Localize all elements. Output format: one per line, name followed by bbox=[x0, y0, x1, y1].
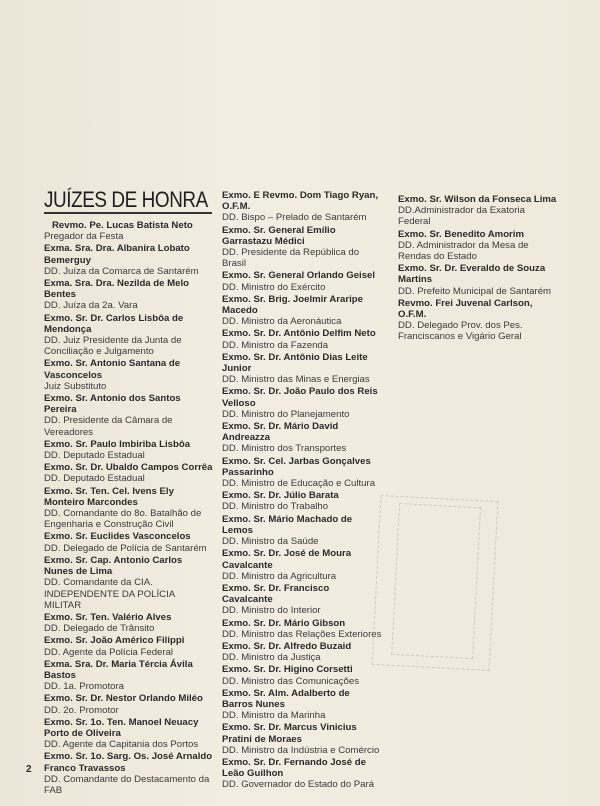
honoree-name: Revmo. Frei Juvenal Carlson, O.F.M. bbox=[398, 297, 533, 321]
list-item bbox=[44, 278, 214, 312]
honoree-name: Exma. Sra. Dra. Albanira Lobato Bemerguy bbox=[44, 243, 190, 266]
honoree-role: DD. Ministro da Aeronáutica bbox=[222, 316, 342, 328]
list-item bbox=[222, 456, 382, 490]
honoree-name: Exmo. Sr. Dr. Higino Corsetti bbox=[222, 664, 353, 676]
title-underline bbox=[44, 212, 212, 214]
list-item bbox=[222, 757, 382, 791]
honoree-name: Exma. Sra. Dra. Nezilda de Melo Bentes bbox=[44, 278, 190, 301]
column-2 bbox=[222, 190, 382, 792]
honoree-role: DD. Juiz Presidente da Junta de Conciliação e Julgamento bbox=[44, 335, 182, 358]
honoree-role: DD. Deputado Estadual bbox=[44, 450, 145, 462]
honoree-name: Exmo. Sr. Mário Machado de Lemos bbox=[222, 513, 353, 536]
list-item bbox=[222, 664, 382, 686]
honoree-name: Exmo. Sr. Paulo Imbiriba Lisbôa bbox=[44, 438, 191, 450]
list-item bbox=[398, 194, 558, 228]
list-item bbox=[44, 635, 214, 657]
honoree-name: Exmo. Sr. General Emílio Garrastazu Médici bbox=[222, 224, 336, 247]
list-item bbox=[44, 358, 214, 392]
honoree-name: Exmo. Sr. Dr. Everaldo de Souza Martins bbox=[398, 263, 546, 286]
honoree-role: DD. Ministro do Interior bbox=[222, 605, 321, 617]
honoree-role: DD. Ministro do Exército bbox=[222, 281, 326, 293]
honoree-role: DD. Agente da Polícia Federal bbox=[44, 646, 174, 658]
list-item bbox=[44, 659, 214, 693]
list-item bbox=[222, 328, 382, 350]
honoree-role: DD. Bispo – Prelado de Santarém bbox=[222, 212, 367, 224]
honoree-role: Pregador da Festa bbox=[44, 231, 124, 243]
list-item bbox=[222, 514, 382, 548]
honoree-name: Exmo. Sr. Antonio Santana de Vasconcelos bbox=[44, 358, 181, 381]
honoree-role: DD. Presidente da República do Brasil bbox=[222, 247, 360, 270]
honoree-name: Exmo. Sr. João Américo Filippi bbox=[44, 635, 185, 647]
honoree-role: DD. 2o. Promotor bbox=[44, 704, 119, 716]
honoree-role: DD. Ministro da Saúde bbox=[222, 536, 319, 548]
list-item bbox=[222, 294, 382, 328]
honoree-name: Exmo. Sr. Dr. Nestor Orlando Miléo bbox=[44, 693, 203, 705]
honoree-role: DD. Delegado de Trânsito bbox=[44, 623, 155, 635]
honoree-role: DD. Juíza da 2a. Vara bbox=[44, 300, 138, 312]
honoree-role: DD. Juíza da Comarca de Santarém bbox=[44, 265, 199, 277]
list-item bbox=[222, 583, 382, 617]
honoree-name: Exmo. Sr. Dr. Mário Gibson bbox=[222, 617, 346, 629]
list-item bbox=[222, 490, 382, 512]
honoree-name: Exmo. Sr. 1o. Sarg. Os. José Arnaldo Franco Travassos bbox=[44, 751, 213, 774]
honoree-role: DD. Comandante do Destacamento da FAB bbox=[44, 773, 210, 796]
honoree-name: Exmo. Sr. Dr. Ubaldo Campos Corrêa bbox=[44, 462, 213, 474]
honoree-role: DD. Ministro da Marinha bbox=[222, 710, 326, 722]
list-item bbox=[222, 688, 382, 722]
list-item bbox=[222, 548, 382, 582]
honoree-name: Exmo. Sr. Dr. Marcus Vinicius Pratini de Moraes bbox=[222, 722, 357, 745]
list-item bbox=[222, 421, 382, 455]
list-item bbox=[44, 439, 214, 461]
honoree-role: DD. Administrador da Mesa de Rendas do Estado bbox=[398, 239, 529, 263]
honoree-role: DD. Ministro da Justiça bbox=[222, 652, 321, 664]
honor-judges-list bbox=[398, 194, 558, 343]
list-item bbox=[44, 486, 214, 531]
honoree-name: Exmo. Sr. Dr. Antônio Dias Leite Junior bbox=[222, 351, 368, 375]
honoree-name: Exmo. Sr. Wilson da Fonseca Lima bbox=[398, 194, 557, 205]
honoree-role: DD. Ministro da Indústria e Comércio bbox=[222, 744, 380, 756]
honoree-name: Exmo. Sr. Dr. Fernando José de Leão Guilhon bbox=[222, 756, 366, 780]
honoree-role: DD. Ministro das Minas e Energias bbox=[222, 374, 370, 386]
honoree-name: Exmo. Sr. Cel. Jarbas Gonçalves Passarinho bbox=[222, 455, 371, 478]
page-number: 2 bbox=[26, 764, 32, 775]
honoree-name: Exma. Sra. Dr. Maria Tércia Ávila Bastos bbox=[44, 658, 193, 681]
list-item bbox=[44, 531, 214, 553]
list-item bbox=[44, 612, 214, 634]
honoree-name: Exmo. Sr. Ten. Cel. Ivens Ely Monteiro Marcondes bbox=[44, 485, 174, 508]
honoree-name: Exmo. Sr. Dr. Francisco Cavalcante bbox=[222, 582, 330, 606]
list-item bbox=[44, 751, 214, 796]
list-item bbox=[222, 386, 382, 420]
honoree-role: DD. Ministro dos Transportes bbox=[222, 443, 347, 455]
honor-judges-list bbox=[44, 220, 214, 796]
honoree-role: DD. Delegado de Polícia de Santarém bbox=[44, 542, 207, 554]
list-item bbox=[44, 717, 214, 751]
list-item bbox=[398, 298, 558, 343]
list-item bbox=[398, 229, 558, 263]
list-item bbox=[222, 225, 382, 270]
column-3 bbox=[398, 194, 558, 344]
honoree-role: DD. Comandante do 8o. Batalhão de Engenharia e Construção Civil bbox=[44, 508, 202, 531]
honoree-role: DD. Ministro das Comunicações bbox=[222, 675, 360, 687]
honoree-role: DD. Presidente da Câmara de Vereadores bbox=[44, 415, 173, 438]
list-item bbox=[44, 693, 214, 715]
honoree-name: Exmo. Sr. Dr. Júlio Barata bbox=[222, 490, 339, 502]
honoree-role: DD. Ministro da Fazenda bbox=[222, 339, 329, 351]
honoree-name: Exmo. Sr. Euclides Vasconcelos bbox=[44, 531, 191, 543]
list-item bbox=[222, 270, 382, 292]
honoree-name: Exmo. Sr. Dr. Carlos Lisbôa de Mendonça bbox=[44, 312, 184, 335]
list-item bbox=[222, 618, 382, 640]
honoree-name: Exmo. Sr. Brig. Joelmir Araripe Macedo bbox=[222, 293, 363, 317]
list-item bbox=[222, 352, 382, 386]
list-item bbox=[222, 722, 382, 756]
honoree-role: DD. Comandante da CIA. INDEPENDENTE DA POLÍCIA MILITAR bbox=[44, 577, 175, 611]
column-1 bbox=[44, 188, 214, 797]
list-item bbox=[44, 220, 214, 242]
list-item bbox=[44, 313, 214, 358]
honoree-role: DD. Ministro das Relações Exteriores bbox=[222, 628, 382, 640]
honoree-role: DD. Governador do Estado do Pará bbox=[222, 779, 374, 791]
honoree-name: Exmo. Sr. 1o. Ten. Manoel Neuacy Porto de Oliveira bbox=[44, 716, 199, 739]
list-item bbox=[398, 263, 558, 297]
honoree-name: Exmo. Sr. Dr. Antônio Delfim Neto bbox=[222, 328, 376, 340]
honoree-role: DD. Ministro de Educação e Cultura bbox=[222, 478, 376, 490]
honoree-name: Exmo. Sr. Alm. Adalberto de Barros Nunes bbox=[222, 687, 350, 710]
honoree-role: DD. Ministro do Trabalho bbox=[222, 501, 329, 513]
honoree-name: Exmo. Sr. Dr. Mário David Andreazza bbox=[222, 421, 339, 444]
library-stamp bbox=[372, 495, 499, 671]
honoree-name: Exmo. Sr. Cap. Antonio Carlos Nunes de Lima bbox=[44, 554, 183, 578]
honoree-role: Juiz Substituto bbox=[44, 380, 107, 392]
list-item bbox=[44, 462, 214, 484]
honoree-role: DD. Ministro da Agricultura bbox=[222, 570, 337, 582]
honoree-name: Exmo. E Revmo. Dom Tiago Ryan, O.F.M. bbox=[222, 190, 379, 213]
honor-judges-list bbox=[222, 190, 382, 791]
list-item bbox=[44, 555, 214, 611]
honoree-name: Exmo. Sr. Ten. Valério Alves bbox=[44, 611, 172, 623]
honoree-name: Exmo. Sr. Dr. João Paulo dos Reis Velloso bbox=[222, 386, 378, 409]
honoree-role: DD. Agente da Capitania dos Portos bbox=[44, 739, 199, 751]
honoree-role: DD. 1a. Promotora bbox=[44, 681, 124, 693]
honoree-role: DD. Delegado Prov. dos Pes. Franciscanos e Vigário Geral bbox=[398, 320, 523, 343]
honoree-name: Exmo. Sr. Antonio dos Santos Pereira bbox=[44, 393, 181, 416]
honoree-name: Exmo. Sr. General Orlando Geisel bbox=[222, 270, 376, 282]
honoree-name: Revmo. Pe. Lucas Batista Neto bbox=[52, 220, 193, 231]
list-item bbox=[44, 243, 214, 277]
list-item bbox=[222, 190, 382, 224]
honoree-name: Exmo. Sr. Dr. José de Moura Cavalcante bbox=[222, 548, 352, 571]
honoree-name: Exmo. Sr. Dr. Alfredo Buzaid bbox=[222, 640, 352, 652]
honoree-role: DD. Deputado Estadual bbox=[44, 473, 145, 485]
honoree-role: DD.Administrador da Exatoria Federal bbox=[398, 205, 525, 228]
page-title: JUÍZES DE HONRA bbox=[44, 187, 208, 212]
honoree-role: DD. Prefeito Municipal de Santarém bbox=[398, 285, 552, 297]
honoree-role: DD. Ministro do Planejamento bbox=[222, 408, 350, 420]
list-item bbox=[222, 641, 382, 663]
honoree-name: Exmo. Sr. Benedito Amorim bbox=[398, 228, 524, 240]
list-item bbox=[44, 393, 214, 438]
library-stamp-frame bbox=[391, 503, 481, 659]
